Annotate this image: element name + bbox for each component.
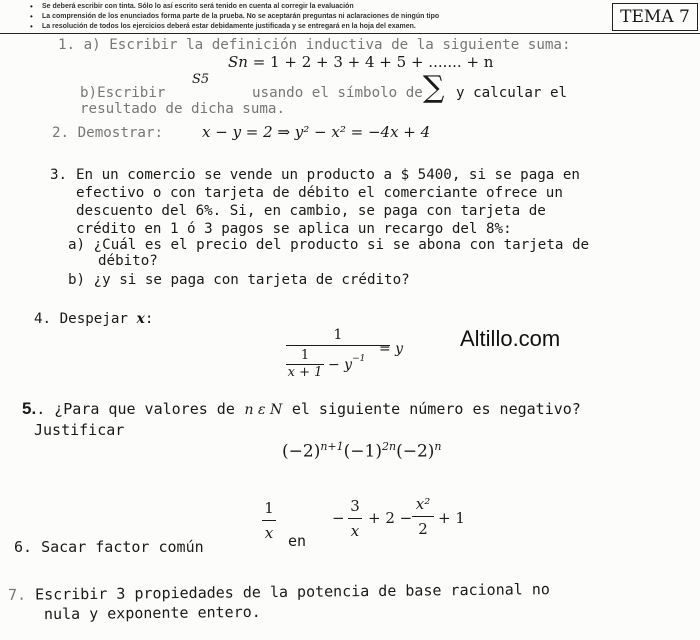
expression-bar-1 <box>348 518 362 519</box>
question-2-formula: x − y = 2 ⇒ y² − x² = −4x + 4 <box>202 123 431 141</box>
power-base-1: (−2) <box>282 441 321 462</box>
instruction-item <box>30 22 439 32</box>
instruction-text: Se deberá escribir con tinta. Sólo lo así escrito será tenido en cuenta al corregir la evaluación <box>42 3 354 10</box>
question-1-part-b-text4: resultado de dicha suma. <box>80 101 285 117</box>
fraction-denominator: x <box>264 524 274 542</box>
bullet-icon: • <box>30 2 33 11</box>
instruction-item <box>30 12 439 22</box>
question-1-part-b-text2: usando el símbolo de <box>252 85 423 101</box>
question-3-line-3: descuento del 6%. Si, en cambio, se paga con tarjeta de <box>76 203 546 219</box>
expression-bar-2 <box>412 516 434 517</box>
question-3-line-4: crédito en 1 ó 3 pagos se aplica un recargo del 8%: <box>76 221 512 237</box>
question-6-en: en <box>288 532 307 550</box>
question-3-part-a-line-1: a) ¿Cuál es el precio del producto si se abona con tarjeta de <box>68 237 590 253</box>
expression-minus: − <box>332 509 345 527</box>
outer-fraction-bar <box>286 345 390 346</box>
sum-symbol: Sn <box>228 53 248 71</box>
question-7-line-2: nula y exponente entero. <box>43 602 261 624</box>
inner-numerator: 1 <box>300 348 310 363</box>
outer-numerator: 1 <box>333 327 343 343</box>
question-3-part-b: b) ¿y si se paga con tarjeta de crédito? <box>68 272 410 288</box>
question-1-formula <box>228 53 493 71</box>
question-3-part-a-line-2: débito? <box>98 253 158 269</box>
question-5-text-1: . ¿Para que valores de <box>36 400 235 418</box>
instruction-text: La resolución de todos los ejercicios deberá estar debidamente justificada y se entregará en la hoja del examen. <box>42 23 416 30</box>
power-exp-3: n <box>434 440 442 453</box>
question-4-label <box>34 310 153 328</box>
minus-y: − y <box>328 356 353 373</box>
header-divider <box>0 33 700 34</box>
question-5-line-1 <box>22 399 581 419</box>
expression-fraction-2 <box>412 494 434 539</box>
question-2-label <box>52 124 163 142</box>
tema-label: TEMA 7 <box>612 3 698 31</box>
expression-fraction-1 <box>348 496 362 541</box>
question-6-text: Sacar factor común <box>41 538 204 556</box>
expression-middle: + 2 − <box>368 509 413 527</box>
instruction-text: La comprensión de los enunciados forma parte de la prueba. No se aceptarán preguntas ni aclaraciones de ningún tipo <box>42 13 440 20</box>
power-exp-2: 2n <box>381 440 397 453</box>
power-base-2: (−1) <box>343 441 382 462</box>
question-4-equation <box>286 327 390 381</box>
question-6-label <box>14 538 204 556</box>
question-3-line-1: En un comercio se vende un producto a $ 5400, si se paga en <box>76 167 580 183</box>
question-4-colon: : <box>144 311 154 327</box>
question-7-text-1: Escribir 3 propiedades de la potencia de base racional no <box>35 580 550 604</box>
question-6-fraction <box>262 498 276 543</box>
question-5-text-2: el siguiente número es negativo? <box>291 400 581 418</box>
power-base-3: (−2) <box>396 441 435 462</box>
instruction-item <box>30 2 439 12</box>
inner-fraction <box>286 348 324 381</box>
question-6-number: 6. <box>14 538 33 556</box>
question-5-text-3: Justificar <box>34 421 125 439</box>
question-1-part-a: a) Escribir la definición inductiva de la siguiente suma: <box>83 37 571 53</box>
bullet-icon: • <box>30 12 33 21</box>
expression-denominator-1: x <box>350 522 360 540</box>
question-3-number: 3. <box>50 167 68 183</box>
power-exp-1: n+1 <box>320 440 344 453</box>
question-5-condition: n ε N <box>244 402 283 418</box>
sigma-icon: ∑ <box>423 70 445 105</box>
question-1-number: 1. <box>58 37 76 53</box>
exponent: −1 <box>352 353 366 364</box>
watermark-logo: Altillo.com <box>460 326 561 351</box>
equals-y: = y <box>379 341 404 357</box>
inner-denominator: x + 1 <box>287 365 323 380</box>
fraction-bar <box>262 520 276 521</box>
outer-denominator <box>286 348 365 381</box>
instructions-list <box>30 2 439 32</box>
expression-denominator-2: 2 <box>418 520 428 538</box>
bullet-icon: • <box>30 22 33 31</box>
fraction-numerator: 1 <box>264 499 274 517</box>
question-1-line-a <box>58 36 571 54</box>
question-1-s5: S5 <box>192 72 210 87</box>
expression-numerator-1: 3 <box>350 497 360 515</box>
question-2-number: 2. <box>52 125 70 141</box>
question-5-number: 5. <box>22 399 37 418</box>
question-7-number: 7. <box>7 585 27 604</box>
question-1-part-b-text1: b)Escribir <box>80 85 166 101</box>
question-4-variable: x <box>136 311 145 327</box>
question-2-text: Demostrar: <box>77 125 164 141</box>
expression-end: + 1 <box>438 509 465 527</box>
question-4-number: 4. <box>34 311 52 327</box>
sum-expansion: = 1 + 2 + 3 + 4 + 5 + ....... + n <box>252 53 494 71</box>
question-3-line-2: efectivo o con tarjeta de débito el comerciante ofrece un <box>76 185 563 201</box>
question-5-expression <box>282 440 441 462</box>
expression-numerator-2: x² <box>415 495 431 513</box>
question-1-part-b-text3: y calcular el <box>456 85 568 101</box>
question-4-text: Despejar <box>59 311 128 327</box>
question-7-line-1 <box>8 580 550 604</box>
